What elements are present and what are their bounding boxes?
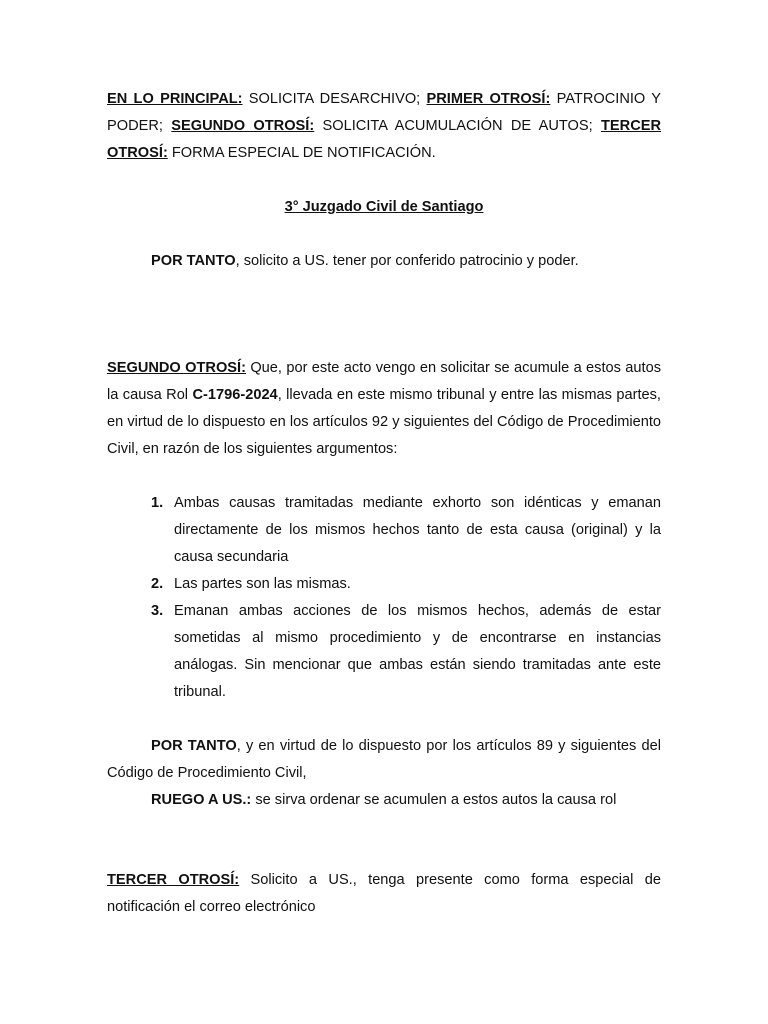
argument-item: [107, 490, 661, 571]
segundo-otrosi-summary-label: SEGUNDO OTROSÍ:: [171, 118, 315, 134]
case-rol-number: C-1796-2024: [192, 387, 278, 403]
tercer-otrosi-summary-label: TERCER OTROSÍ:: [107, 118, 661, 161]
segundo-otrosi-text-2: , llevada en este mismo tribunal y entre las mismas partes, en virtud de lo dispuesto en los artículos 92 y siguientes del Código de Procedimiento Civil, en razón de los siguientes argumentos:: [107, 387, 661, 457]
summary-paragraph: [107, 86, 661, 167]
tercer-otrosi-label: TERCER OTROSÍ:: [107, 872, 240, 888]
tercer-otrosi-paragraph: [107, 867, 661, 921]
ruego-paragraph: [107, 787, 661, 814]
segundo-otrosi-summary-text: SOLICITA ACUMULACIÓN DE AUTOS;: [314, 118, 601, 134]
arguments-list: [107, 490, 661, 706]
argument-text: Emanan ambas acciones de los mismos hechos, además de estar sometidas al mismo procedimiento y de encontrarse en instancias análogas. Sin mencionar que ambas están siendo tramitadas ante este tribunal.: [174, 603, 661, 700]
ruego-label: RUEGO A US.:: [151, 792, 252, 808]
por-tanto-paragraph-2: [107, 733, 661, 787]
por-tanto-paragraph-1: [107, 248, 661, 275]
primer-otrosi-label: PRIMER OTROSÍ:: [426, 91, 551, 107]
argument-item: [107, 598, 661, 706]
primer-otrosi-text: PATROCINIO Y PODER;: [107, 91, 662, 134]
document-page: [107, 86, 670, 921]
argument-text: Ambas causas tramitadas mediante exhorto son idénticas y emanan directamente de los mismos hechos tanto de esta causa (original) y la causa secundaria: [174, 495, 661, 565]
segundo-otrosi-paragraph: [107, 355, 670, 463]
tercer-otrosi-text: Solicito a US., tenga presente como forma especial de notificación el correo electrónico: [107, 872, 662, 915]
ruego-text: se sirva ordenar se acumulen a estos autos la causa rol: [251, 792, 617, 808]
argument-number: 2.: [151, 576, 164, 592]
tercer-otrosi-summary-text: FORMA ESPECIAL DE NOTIFICACIÓN.: [167, 145, 436, 161]
segundo-otrosi-label: SEGUNDO OTROSÍ:: [107, 360, 246, 376]
argument-number: 1.: [151, 495, 164, 511]
segundo-otrosi-text-1: Que, por este acto vengo en solicitar se acumule a estos autos la causa Rol: [107, 360, 670, 403]
por-tanto-text-2: , y en virtud de lo dispuesto por los artículos 89 y siguientes del Código de Procedimiento Civil,: [107, 738, 661, 781]
argument-text: Las partes son las mismas.: [174, 576, 351, 592]
por-tanto-label-2: POR TANTO: [151, 738, 237, 754]
argument-item: [107, 571, 661, 598]
principal-label: EN LO PRINCIPAL:: [107, 91, 243, 107]
por-tanto-text-1: , solicito a US. tener por conferido patrocinio y poder.: [235, 253, 579, 269]
court-heading: 3° Juzgado Civil de Santiago: [284, 199, 484, 215]
principal-text: SOLICITA DESARCHIVO;: [242, 91, 427, 107]
por-tanto-label-1: POR TANTO: [151, 253, 236, 269]
argument-number: 3.: [151, 603, 164, 619]
